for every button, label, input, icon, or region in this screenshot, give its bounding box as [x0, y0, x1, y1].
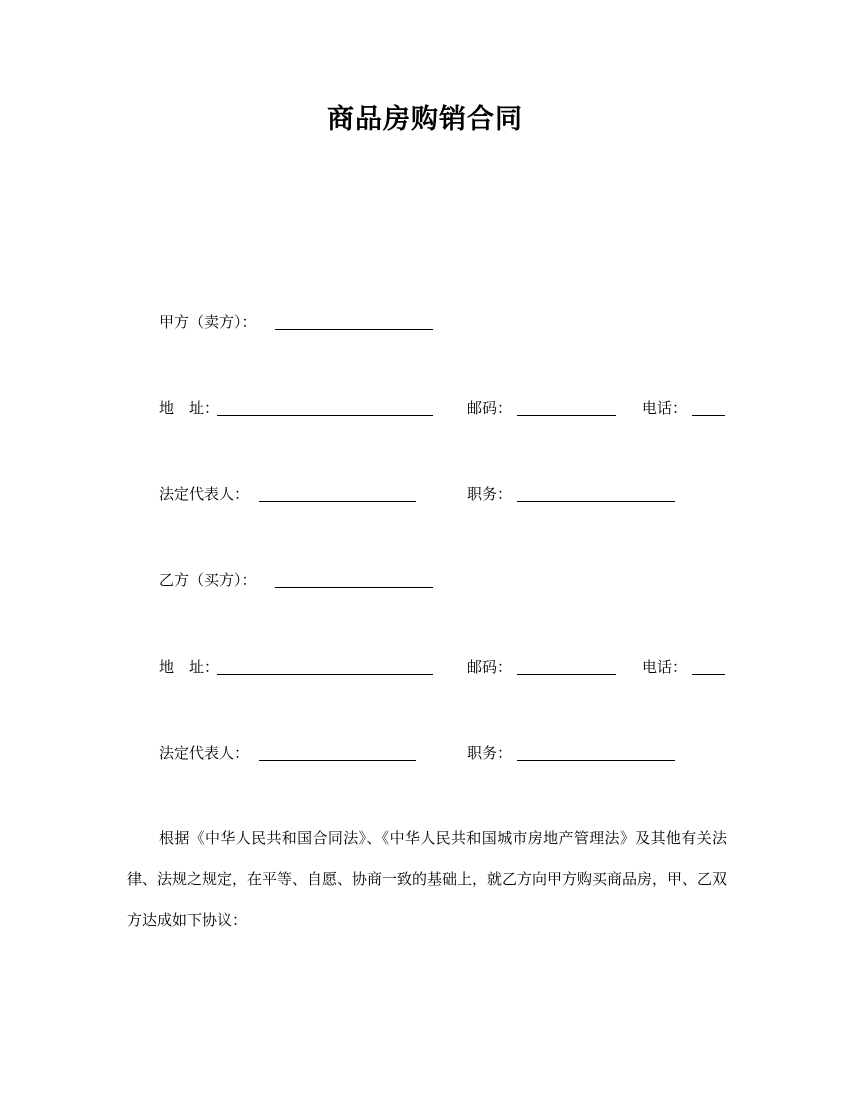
party-a-phone-field[interactable] — [692, 415, 725, 416]
preamble-paragraph: 根据《中华人民共和国合同法》、《中华人民共和国城市房地产管理法》及其他有关法律、法规之规定，在平等、自愿、协商一致的基础上，就乙方向甲方购买商品房，甲、乙双方达成如下协议： — [127, 829, 728, 929]
party-b-address-field[interactable] — [217, 674, 433, 675]
party-a-address-row — [0, 396, 850, 420]
party-b-phone-field[interactable] — [692, 674, 725, 675]
page-title: 商品房购销合同 — [327, 104, 523, 135]
party-b-heading: 乙方（买方）： — [159, 571, 257, 589]
party-a-legal-rep-field[interactable] — [259, 501, 416, 502]
party-b-postcode-field[interactable] — [517, 674, 616, 675]
party-b-row — [0, 568, 850, 592]
party-b-position-label: 职务： — [467, 744, 513, 762]
party-b-address-row — [0, 655, 850, 679]
party-b-legal-rep-label: 法定代表人： — [159, 744, 250, 762]
party-a-position-field[interactable] — [517, 501, 675, 502]
party-b-position-field[interactable] — [517, 760, 675, 761]
party-a-legal-rep-label: 法定代表人： — [159, 485, 250, 503]
party-b-address-label: 地 址： — [159, 658, 220, 676]
party-a-heading: 甲方（卖方）： — [159, 313, 257, 331]
party-b-phone-label: 电话： — [642, 658, 688, 676]
party-b-postcode-label: 邮码： — [467, 658, 513, 676]
party-a-phone-label: 电话： — [642, 399, 688, 417]
party-b-name-field[interactable] — [275, 587, 433, 588]
party-a-postcode-field[interactable] — [517, 415, 616, 416]
party-a-address-field[interactable] — [217, 415, 433, 416]
party-a-address-label: 地 址： — [159, 399, 220, 417]
party-a-postcode-label: 邮码： — [467, 399, 513, 417]
party-b-rep-row — [0, 741, 850, 765]
party-a-row — [0, 310, 850, 334]
party-b-legal-rep-field[interactable] — [259, 760, 416, 761]
party-a-rep-row — [0, 482, 850, 506]
party-a-name-field[interactable] — [275, 329, 433, 330]
party-a-position-label: 职务： — [467, 485, 513, 503]
